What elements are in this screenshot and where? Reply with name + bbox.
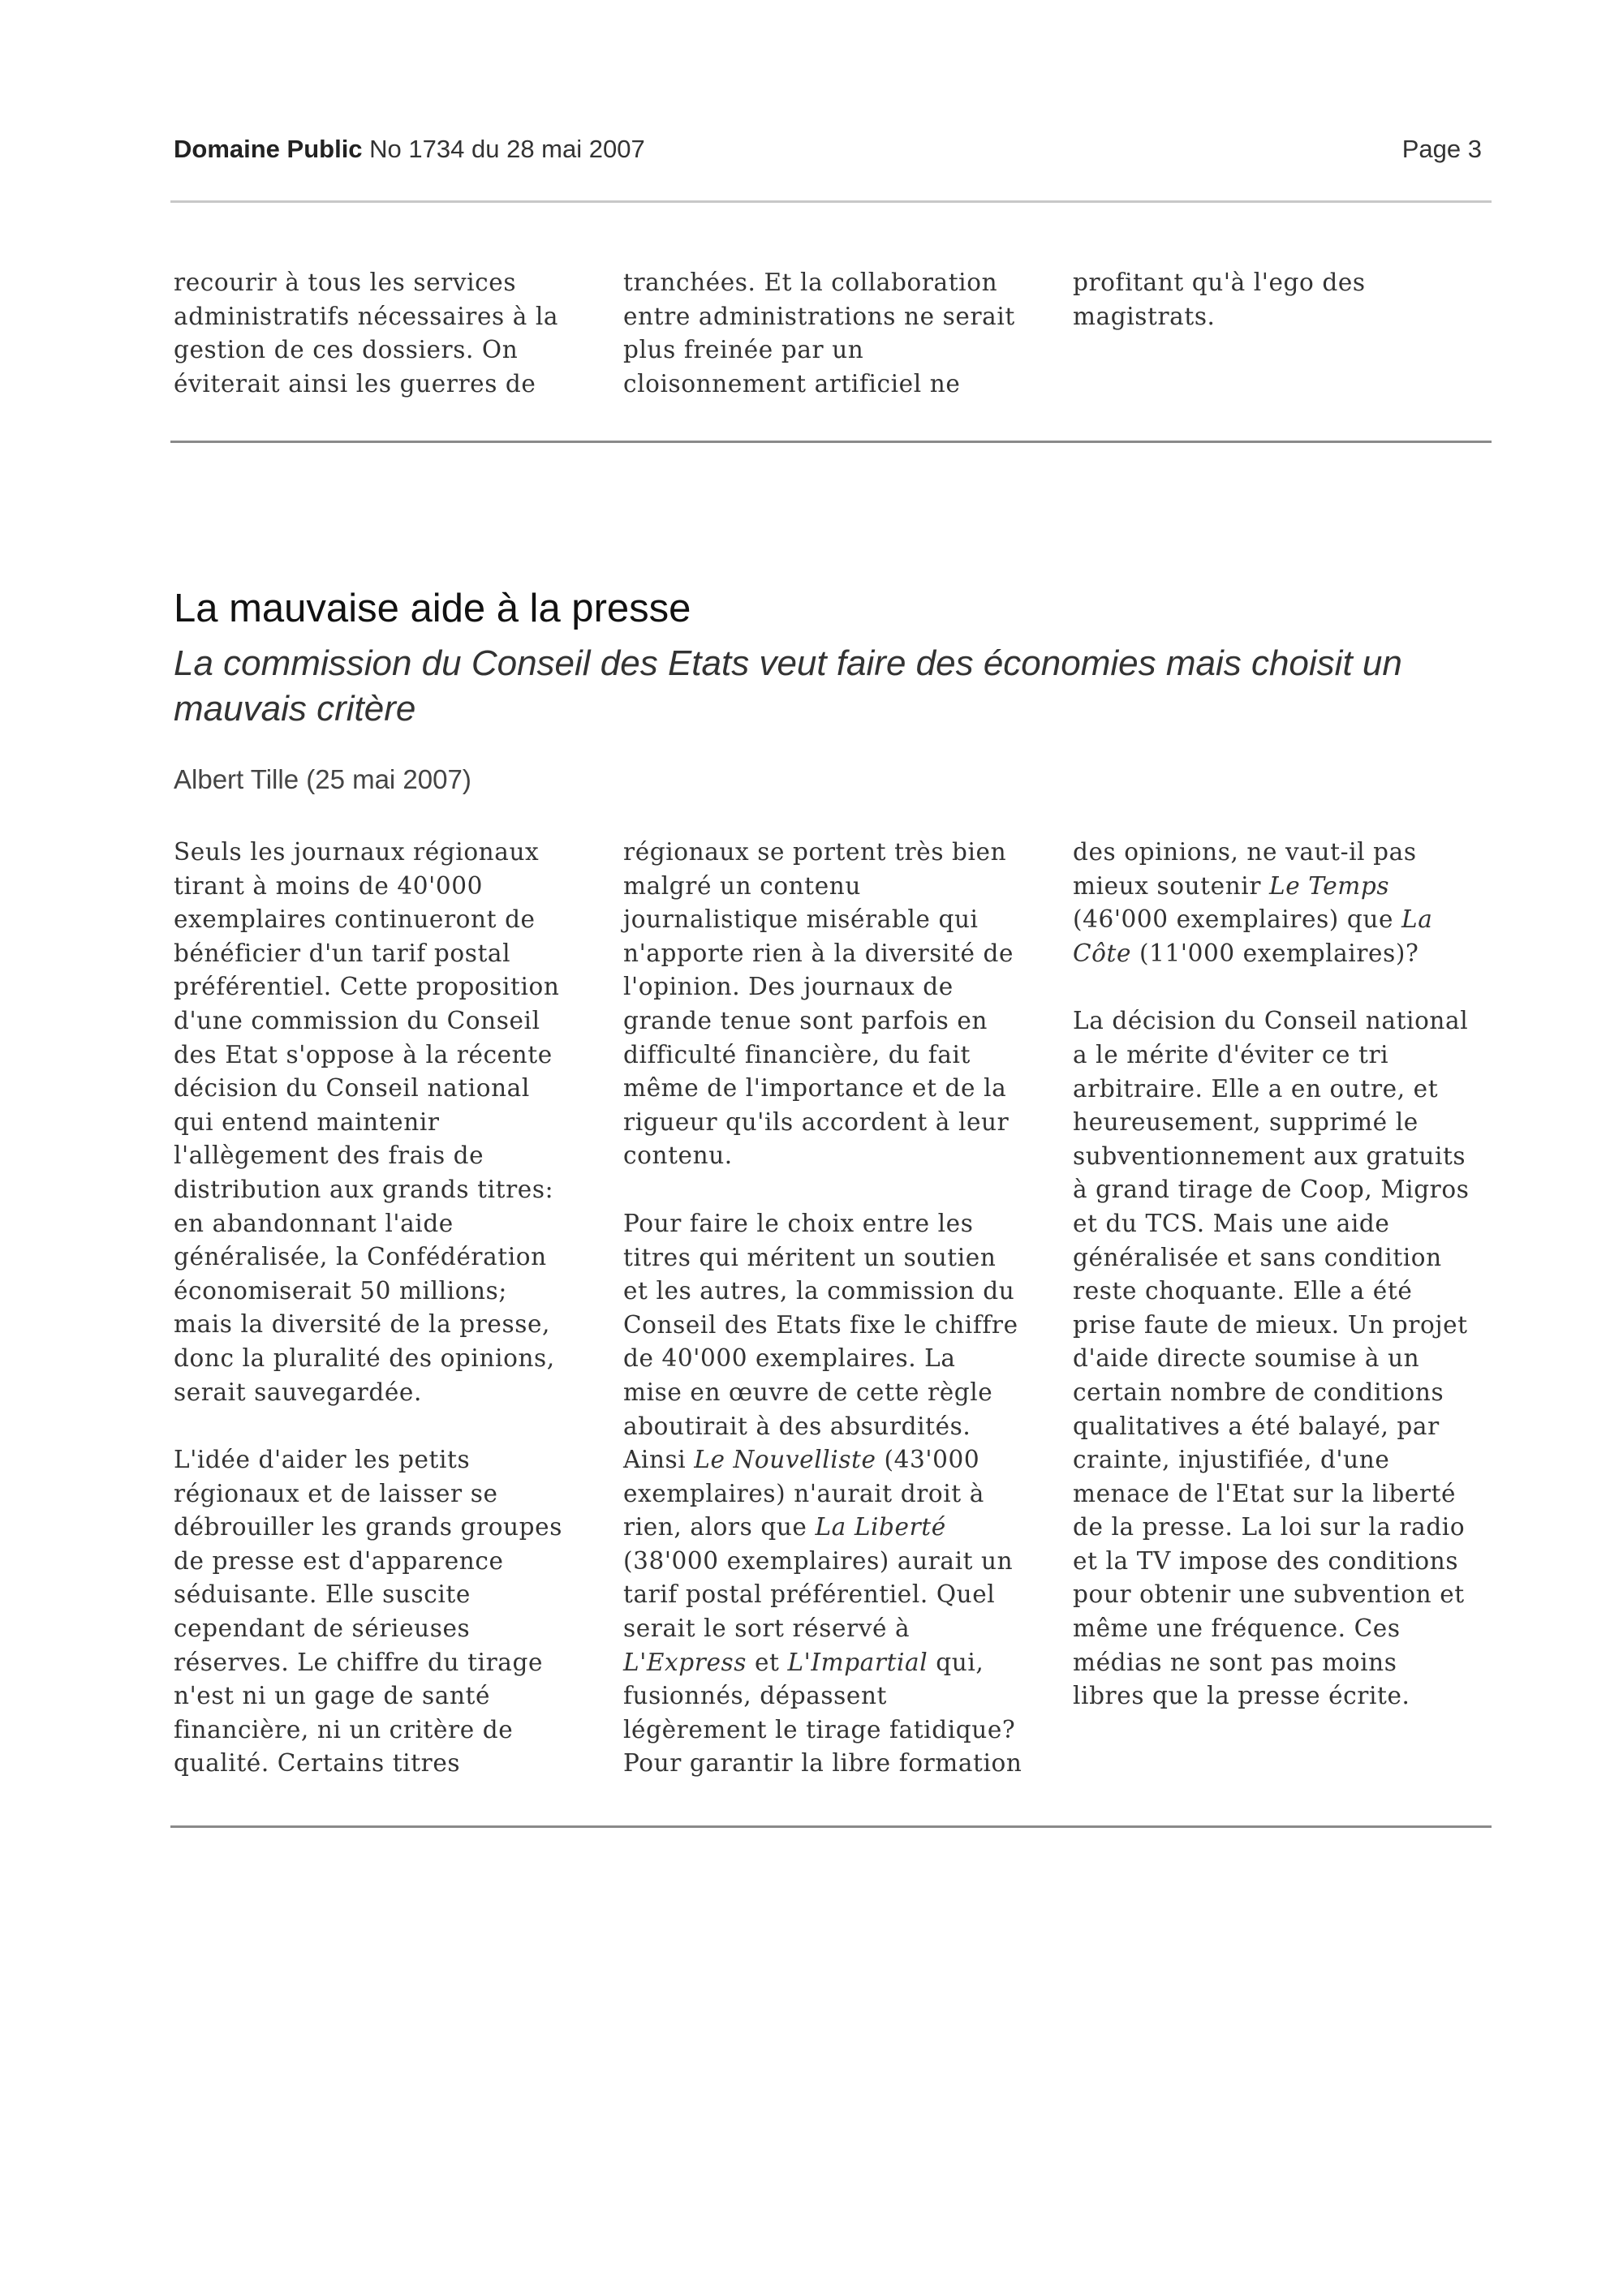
newspaper-name: L'Express (623, 1648, 747, 1676)
article-column-1 (174, 836, 589, 1781)
newspaper-name: L'Impartial (787, 1648, 928, 1676)
text-line: administratifs nécessaires à la (174, 302, 559, 330)
text-line: heureusement, supprimé le (1073, 1108, 1419, 1137)
text-line: La décision du Conseil national (1073, 1007, 1469, 1035)
text-line: pour obtenir une subvention et (1073, 1580, 1465, 1609)
text-line (1073, 903, 1488, 937)
text-line: l'opinion. Des journaux de (623, 973, 954, 1001)
text-line: de la presse. La loi sur la radio (1073, 1513, 1466, 1541)
paragraph (174, 266, 589, 401)
article-end-divider (170, 1825, 1492, 1828)
text-run: (43'000 (876, 1446, 980, 1474)
text-line: légèrement le tirage fatidique? (623, 1715, 1016, 1743)
paragraph (623, 266, 1039, 401)
article-columns (174, 836, 1488, 1781)
article-column-3 (1073, 836, 1488, 1781)
article-column-2 (623, 836, 1039, 1781)
paragraph (174, 1443, 589, 1781)
text-line: n'est ni un gage de santé (174, 1682, 491, 1710)
text-line: prise faute de mieux. Un projet (1073, 1310, 1468, 1339)
text-line: des Etat s'oppose à la récente (174, 1040, 553, 1068)
text-run: rien, alors que (623, 1513, 816, 1541)
text-line: mise en œuvre de cette règle (623, 1378, 993, 1406)
article-subtitle: La commission du Conseil des Etats veut faire des économies mais choisit un mauvais critère (174, 643, 1402, 729)
text-line: profitant qu'à l'ego des (1073, 269, 1366, 296)
text-line: médias ne sont pas moins (1073, 1648, 1397, 1676)
paragraph (1073, 1004, 1488, 1713)
text-line (623, 1443, 1039, 1477)
text-line: exemplaires continueront de (174, 905, 536, 934)
text-line: fusionnés, dépassent (623, 1682, 888, 1710)
text-line: qualitatives a été balayé, par (1073, 1412, 1440, 1440)
text-line: en abandonnant l'aide (174, 1209, 454, 1237)
text-run: qui, (928, 1648, 984, 1676)
text-line: généralisée et sans condition (1073, 1243, 1442, 1271)
text-line: de presse est d'apparence (174, 1546, 504, 1575)
text-line: éviterait ainsi les guerres de (174, 369, 536, 398)
article-title: La mauvaise aide à la presse (174, 587, 691, 630)
text-line: l'allègement des frais de (174, 1142, 484, 1170)
text-line: rigueur qu'ils accordent à leur (623, 1107, 1010, 1136)
text-line: titres qui méritent un soutien (623, 1243, 997, 1271)
paragraph (1073, 266, 1488, 333)
text-line: décision du Conseil national (174, 1074, 530, 1103)
text-line: Pour garantir la libre formation (623, 1749, 1022, 1778)
newspaper-name: Le Nouvelliste (694, 1446, 876, 1474)
page-number: Page 3 (1401, 135, 1482, 163)
text-line: et la TV impose des conditions (1073, 1546, 1459, 1575)
text-line: qui entend maintenir (174, 1107, 440, 1136)
text-line: cependant de sérieuses (174, 1615, 471, 1643)
text-line: exemplaires) n'aurait droit à (623, 1479, 984, 1507)
text-line: donc la pluralité des opinions, (174, 1344, 555, 1372)
page-header (174, 135, 1482, 167)
text-line: crainte, injustifiée, d'une (1073, 1446, 1390, 1474)
text-line: reste choquante. Elle a été (1073, 1277, 1413, 1305)
text-line (1073, 937, 1488, 971)
text-line: préférentiel. Cette proposition (174, 973, 560, 1001)
text-line: certain nombre de conditions (1073, 1378, 1444, 1406)
paragraph (623, 1207, 1039, 1781)
publication-info (174, 135, 645, 164)
text-line: Seuls les journaux régionaux (174, 838, 540, 866)
text-line: et les autres, la commission du (623, 1277, 1015, 1305)
article-byline: Albert Tille (25 mai 2007) (174, 764, 471, 794)
text-line: (38'000 exemplaires) aurait un (623, 1546, 1014, 1575)
text-line: cloisonnement artificiel ne (623, 369, 961, 398)
text-line: gestion de ces dossiers. On (174, 336, 519, 364)
newspaper-name: Côte (1073, 939, 1132, 967)
text-line: arbitraire. Elle a en outre, et (1073, 1074, 1439, 1103)
text-line: et du TCS. Mais une aide (1073, 1209, 1390, 1237)
text-line: L'idée d'aider les petits (174, 1446, 471, 1474)
text-run: et (747, 1648, 788, 1676)
issue-info: No 1734 du 28 mai 2007 (369, 135, 645, 163)
text-run: (11'000 exemplaires)? (1131, 939, 1419, 967)
continuation-column-2 (623, 266, 1039, 401)
text-line: n'apporte rien à la diversité de (623, 939, 1014, 967)
text-line: financière, ni un critère de (174, 1715, 514, 1743)
text-line: serait sauvegardée. (174, 1378, 422, 1406)
continuation-column-3 (1073, 266, 1488, 401)
text-line: distribution aux grands titres: (174, 1175, 554, 1203)
continuation-columns (174, 266, 1488, 401)
text-line: bénéficier d'un tarif postal (174, 939, 511, 967)
text-line (623, 1646, 1039, 1680)
text-line: tranchées. Et la collaboration (623, 269, 998, 296)
text-run: (46'000 exemplaires) que (1073, 905, 1402, 934)
text-line: Conseil des Etats fixe le chiffre (623, 1310, 1018, 1339)
text-line: entre administrations ne serait (623, 302, 1015, 330)
newspaper-name: Le Temps (1269, 871, 1390, 900)
text-line: Pour faire le choix entre les (623, 1209, 974, 1237)
publication-name: Domaine Public (174, 135, 363, 163)
text-line: subventionnement aux gratuits (1073, 1142, 1466, 1170)
newspaper-name: La (1401, 905, 1433, 934)
text-line: séduisante. Elle suscite (174, 1580, 471, 1609)
text-line: tarif postal préférentiel. Quel (623, 1580, 996, 1609)
article-divider (170, 441, 1492, 443)
text-line: a le mérite d'éviter ce tri (1073, 1040, 1389, 1068)
text-line: qualité. Certains titres (174, 1749, 461, 1778)
paragraph (1073, 836, 1488, 970)
text-line: menace de l'Etat sur la liberté (1073, 1479, 1457, 1507)
text-line: des opinions, ne vaut-il pas (1073, 838, 1417, 866)
text-line (623, 1511, 1039, 1545)
text-line: journalistique misérable qui (623, 905, 979, 934)
text-line: tirant à moins de 40'000 (174, 871, 483, 900)
paragraph (174, 836, 589, 1409)
text-line: magistrats. (1073, 302, 1216, 330)
text-line: malgré un contenu (623, 871, 861, 900)
text-run: Ainsi (623, 1446, 695, 1474)
text-line: réserves. Le chiffre du tirage (174, 1648, 544, 1676)
text-line: même de l'importance et de la (623, 1074, 1007, 1103)
header-divider (170, 200, 1492, 203)
text-line: d'aide directe soumise à un (1073, 1344, 1420, 1373)
text-line: difficulté financière, du fait (623, 1040, 971, 1068)
text-line: aboutirait à des absurdités. (623, 1412, 971, 1440)
text-line: grande tenue sont parfois en (623, 1006, 988, 1034)
text-run: mieux soutenir (1073, 871, 1270, 900)
continuation-column-1 (174, 266, 589, 401)
text-line: débrouiller les grands groupes (174, 1513, 562, 1541)
text-line: de 40'000 exemplaires. La (623, 1344, 956, 1373)
text-line: à grand tirage de Coop, Migros (1073, 1176, 1470, 1204)
text-line: plus freinée par un (623, 336, 864, 364)
text-line: serait le sort réservé à (623, 1615, 911, 1643)
text-line: recourir à tous les services (174, 269, 517, 296)
text-line: mais la diversité de la presse, (174, 1310, 550, 1339)
text-line: libres que la presse écrite. (1073, 1682, 1410, 1710)
text-line: régionaux se portent très bien (623, 838, 1007, 866)
text-line (1073, 870, 1488, 904)
newspaper-name: La Liberté (815, 1513, 946, 1541)
text-line: régionaux et de laisser se (174, 1479, 498, 1507)
text-line: même une fréquence. Ces (1073, 1615, 1401, 1643)
paragraph (623, 836, 1039, 1173)
text-line: contenu. (623, 1142, 733, 1170)
text-line: généralisée, la Confédération (174, 1243, 547, 1271)
text-line: économiserait 50 millions; (174, 1276, 507, 1305)
text-line: d'une commission du Conseil (174, 1006, 540, 1034)
